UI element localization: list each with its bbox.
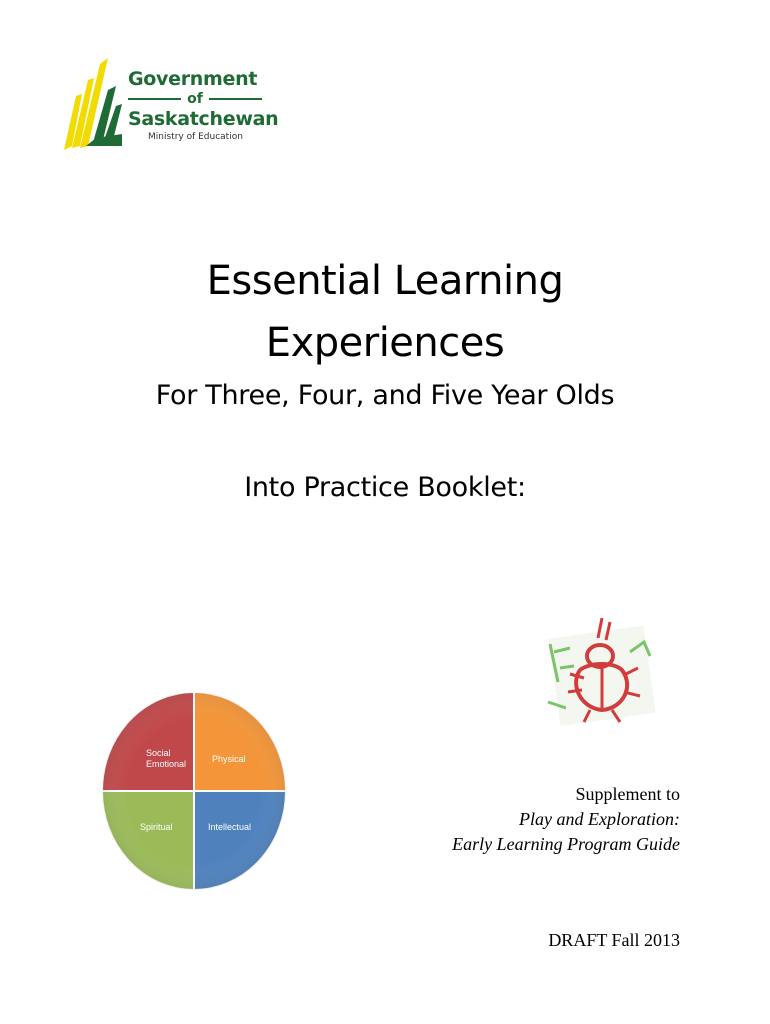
pie-label-physical: Physical bbox=[212, 754, 246, 764]
logo-rule-left bbox=[128, 98, 181, 100]
title-line-2: Experiences bbox=[265, 320, 505, 366]
supplement-note bbox=[360, 782, 680, 857]
government-logo bbox=[62, 56, 279, 156]
logo-of-row bbox=[128, 90, 262, 108]
pie-label-spiritual: Spiritual bbox=[140, 822, 173, 832]
supplement-line-3: Early Learning Program Guide bbox=[452, 834, 680, 854]
development-domains-pie bbox=[100, 690, 288, 892]
logo-wordmark bbox=[128, 68, 279, 144]
logo-rule-right bbox=[209, 98, 262, 100]
booklet-heading: Into Practice Booklet: bbox=[244, 472, 526, 503]
pie-label-intellectual: Intellectual bbox=[208, 822, 252, 832]
title-line-1: Essential Learning bbox=[206, 258, 564, 304]
supplement-line-2: Play and Exploration: bbox=[519, 809, 680, 829]
pie-label-social: Social bbox=[146, 748, 171, 758]
logo-ministry: Ministry of Education bbox=[148, 132, 243, 142]
pie-label-social-emotional bbox=[146, 748, 186, 770]
document-subtitle: For Three, Four, and Five Year Olds bbox=[155, 380, 615, 411]
supplement-line-1: Supplement to bbox=[575, 784, 680, 804]
logo-government: Government bbox=[128, 68, 258, 90]
pie-label-emotional: Emotional bbox=[146, 759, 187, 769]
wheat-sheaf-icon bbox=[62, 56, 124, 152]
logo-saskatchewan: Saskatchewan bbox=[128, 108, 279, 130]
draft-date: DRAFT Fall 2013 bbox=[548, 930, 680, 950]
document-title bbox=[0, 250, 770, 374]
logo-of: of bbox=[187, 91, 203, 107]
ladybug-drawing-icon bbox=[540, 612, 658, 730]
